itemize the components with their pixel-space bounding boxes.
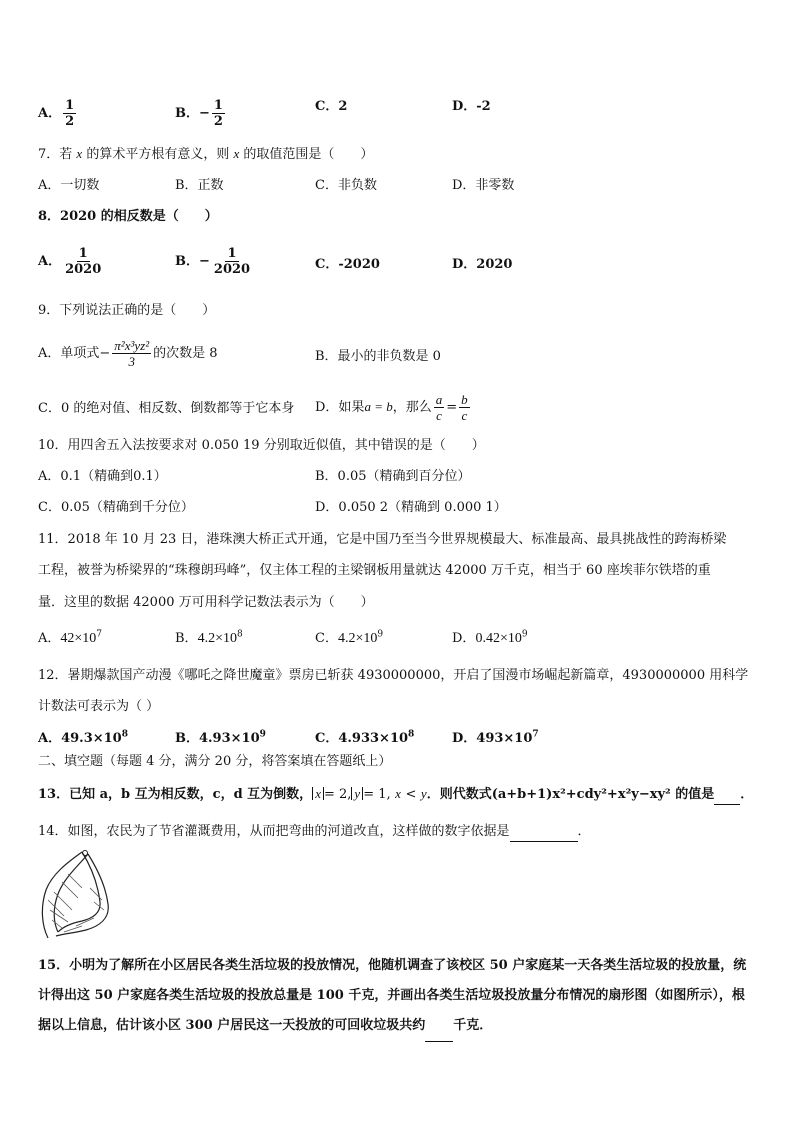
stem-text: 14．如图，农民为了节省灌溉费用，从而把弯曲的河道改直，这样做的数字依据是 [38,824,510,839]
q15-stem [38,951,756,1042]
sci-base: 0.42×10 [475,631,522,646]
minus-sign: − [199,106,210,121]
q9-option-a [38,338,218,369]
minus-sign: − [199,254,210,269]
q11-stem-line2: 工程，被誉为桥梁界的“珠穆朗玛峰”，仅主体工程的主梁钢板用量就达 42000 万千克，相当于 60 座埃菲尔铁塔的重 [38,563,711,578]
fraction [212,98,225,129]
sci-base: 42×10 [60,631,97,646]
q13-stem [38,785,753,805]
sci-base: D．493×10 [452,731,533,746]
q7-option-a: A．一切数 [38,178,100,193]
denominator: 2 [65,114,75,129]
q6-option-d: D．-2 [452,99,491,114]
stem-text: 13．已知 a，b 互为相反数，c，d 互为倒数， [38,787,313,802]
q6-option-b [175,98,227,129]
exponent: 9 [377,629,384,640]
fraction [212,246,252,277]
q11-option-b [175,630,243,648]
abs-x: x [312,787,324,800]
option-label: A． [38,106,62,121]
option-text: 的次数是 8 [153,346,218,361]
numerator: a [435,392,443,407]
q10-stem: 10．用四舍五入法按要求对 0.050 19 分别取近似值，其中错误的是（ ） [38,438,485,453]
option-label: B． [175,254,199,269]
q8-option-d: D．2020 [452,257,513,272]
q11-option-a [38,630,102,648]
answer-blank[interactable] [714,786,740,805]
river-figure [38,848,114,944]
option-label: A． [38,254,62,269]
variable: x [233,146,240,161]
q9-stem: 9．下列说法正确的是（ ） [38,303,216,318]
numerator: 1 [227,246,237,261]
answer-blank[interactable] [510,823,578,842]
q7-stem [38,145,373,164]
stem-text: 的取值范围是（ ） [243,147,374,162]
option-label: B． [175,106,199,121]
stem-text: ．则代数式(a+b+1)x²+cdy²+x²y−xy² 的值是 [426,787,715,802]
sci-base: 4.2×10 [197,631,237,646]
option-text: ，那么 [392,400,432,415]
q10-option-b: B．0.05（精确到百分位） [315,469,471,484]
denominator: c [436,408,442,423]
section-heading: 二、填空题（每题 4 分，满分 20 分，将答案填在答题纸上） [38,754,392,769]
option-text: A．单项式 [38,346,100,361]
stem-text: 的算术平方根有意义，则 [86,147,230,162]
denominator: 3 [128,354,135,369]
q6-option-a [38,98,78,129]
q12-option-d [452,730,539,748]
option-label: D． [452,631,476,646]
fraction [63,246,103,277]
q7-option-d: D．非零数 [452,178,515,193]
denominator: 2 [213,114,223,129]
q8-option-c: C．-2020 [315,257,380,272]
q11-option-c [315,630,383,648]
abs-y: y [351,787,363,800]
q10-option-c: C．0.05（精确到千分位） [38,500,194,515]
exponent: 9 [259,729,266,740]
equals-sign: = [446,400,458,415]
fraction [434,392,445,423]
numerator: 1 [65,98,75,113]
denominator: 2020 [65,262,102,277]
denominator: c [461,408,468,423]
stem-text: ． [740,787,754,802]
fraction [112,338,151,369]
exponent: 8 [121,729,128,740]
variable: y [420,786,427,801]
option-label: B． [175,631,198,646]
q11-stem-line1: 11．2018 年 10 月 23 日，港珠澳大桥正式开通，它是中国乃至当今世界规模最大、标准最高、最具挑战性的跨海桥梁 [38,532,727,547]
sci-base: B．4.93×10 [175,731,260,746]
denominator: 2020 [213,262,251,277]
exponent: 7 [96,629,103,640]
variable: x [395,786,401,801]
math-text: < [405,787,417,802]
q10-option-a: A．0.1（精确到0.1） [38,469,167,484]
q14-stem [38,823,591,842]
q12-option-a [38,730,128,748]
q10-option-d: D．0.050 2（精确到 0.000 1） [315,500,507,515]
q11-stem-line3: 量．这里的数据 42000 万可用科学记数法表示为（ ） [38,595,374,610]
q8-stem: 8．2020 的相反数是（ ） [38,209,218,224]
q6-option-c: C．2 [315,99,348,114]
numerator: π²x³yz² [114,338,150,353]
numerator: b [461,392,468,407]
q7-option-c: C．非负数 [315,178,377,193]
q12-option-b [175,730,266,748]
q8-option-a [38,246,105,277]
option-label: A． [38,631,61,646]
q12-stem-line1: 12．暑期爆款国产动漫《哪吒之降世魔童》票房已斩获 4930000000，开启了国漫市场崛起新篇章，4930000000 用科学 [38,668,749,683]
numerator: 1 [78,246,88,261]
stem-text: 7．若 [38,147,73,162]
sci-base: 4.2×10 [337,631,378,646]
stem-text: ． [577,824,591,839]
variable: x [76,146,83,161]
exponent: 8 [408,729,415,740]
sci-base: C．4.933×10 [315,731,409,746]
condition: a = b [364,399,393,414]
stem-text: 千克． [453,1018,493,1033]
exponent: 9 [521,629,528,640]
option-text: D．如果 [315,400,365,415]
q7-option-b: B．正数 [175,178,224,193]
q8-option-b [175,246,254,277]
minus-sign: − [99,346,111,361]
q9-option-c: C．0 的绝对值、相反数、倒数都等于它本身 [38,401,295,416]
math-text: = 2, [323,787,352,802]
q12-option-c [315,730,414,748]
q9-option-d [315,392,472,423]
q9-option-b: B．最小的非负数是 0 [315,349,441,364]
math-text: = 1, [363,787,391,802]
exponent: 7 [532,729,539,740]
fraction [63,98,76,129]
answer-blank[interactable] [425,1011,453,1042]
stem-text: 15．小明为了解所在小区居民各类生活垃圾的投放情况，他随机调查了该校区 50 户家庭某一天各类生活垃圾的投放量，统计得出这 50 户家庭各类生活垃圾的投放总量是 100 千克，并画出各类生活垃圾投放量分布情况的扇形图（如图所示），根据以上信息，估计该小区 300 户居民这一天投放的可回收垃圾共约 [38,958,747,1033]
fraction [459,392,470,423]
option-label: C． [315,631,338,646]
q11-option-d [452,630,528,648]
exponent: 8 [236,629,243,640]
numerator: 1 [213,98,223,113]
q12-stem-line2: 计数法可表示为（ ） [38,699,160,714]
sci-base: A．49.3×10 [38,731,122,746]
